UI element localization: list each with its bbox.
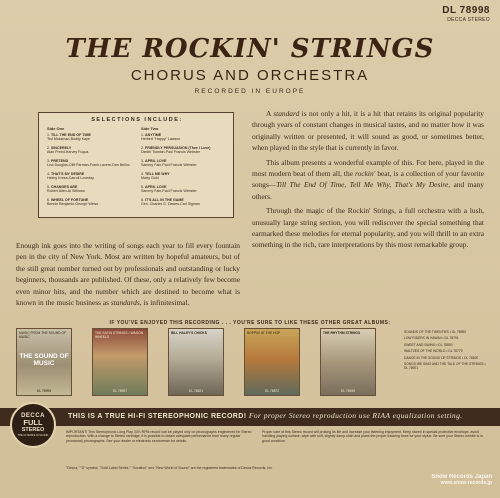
- album-catalog: DL 78907: [112, 389, 128, 393]
- liner-notes-right: [252, 108, 484, 251]
- track-item: 3. APRIL LOVE Sammy Fain-Paul Francis Webster: [141, 158, 197, 168]
- track-title: ANYTIME: [145, 133, 162, 137]
- selections-heading: SELECTIONS INCLUDE:: [91, 117, 183, 123]
- list-item: DANCE IN THE SOUND OF STRINGS • DL 78820: [404, 355, 479, 360]
- side-two-label: Side Two: [141, 126, 159, 131]
- track-title: WHEEL OF FORTUNE: [51, 197, 89, 202]
- track-title: APRIL LOVE: [145, 158, 167, 163]
- track-title: TILL THE END OF TIME: [51, 133, 91, 137]
- track-credit: Ted Mossman-Buddy Kaye: [47, 137, 90, 142]
- track-item: 4. TELL ME WHY Marty Gold: [141, 171, 170, 181]
- track-title: APRIL LOVE: [145, 184, 167, 189]
- other-albums-heading: IF YOU'VE ENJOYED THIS RECORDING . . . YOU'RE SURE TO LIKE THESE OTHER GREAT ALBUMS:: [109, 320, 391, 326]
- more-albums-list: [404, 330, 486, 373]
- track-item: 2. SINCERELY Alan Freed-Harvey Fuqua: [47, 145, 89, 155]
- recorded-note: RECORDED IN EUROPE: [194, 88, 306, 95]
- track-title: THAT'S MY DESIRE: [51, 171, 85, 176]
- selections-box: [38, 112, 234, 218]
- album-thumbnail: [320, 328, 376, 396]
- track-title: CHANGES ARE: [51, 184, 78, 189]
- track-credit: Sammy Fain-Paul Francis Webster: [141, 163, 197, 168]
- catalog-number: DL 78998: [442, 5, 490, 16]
- album-catalog: DL 78821: [188, 389, 204, 393]
- album-caption: MUSIC FROM THE SOUND OF MUSIC: [19, 331, 67, 339]
- track-item: 3. PRETEND Lew Douglas-Cliff Parman-Frank Lavere-Dan Belloc: [47, 158, 130, 168]
- track-credit: Herbert "Happy" Lawson: [141, 137, 181, 142]
- fine-print-right: Proper care of this Stereo record will prolong its life and increase your listening enjoyment. Keep stored in special protective envelope, avoid handling playing surface, wipe with soft, slightly damp cloth and place the proper tracking force for your stylus. Be sure your Stereo needle is in good condition.: [262, 430, 484, 443]
- album-title: THE ROCKIN' STRINGS: [65, 34, 435, 64]
- list-item: SOUNDS OF THE TWENTIES • DL 78890: [404, 330, 467, 334]
- album-caption: THE SATIN STRINGS • WAGON WHEELS: [95, 331, 144, 339]
- album-thumbnail: [16, 328, 72, 396]
- liner-paragraph: Through the magic of the Rockin' Strings, a full orchestra with a lush, unusually large string section, you will rediscover the special something that earmarked these melodies for eternal popularity, and you will thrill to an extra something in the rich, rare interpretations by this most remarkable group.: [252, 206, 484, 250]
- track-item: 2. FRIENDLY PERSUASION (Thee I Love) Dimitri Tiomkin-Paul Francis Webster: [141, 145, 211, 155]
- album-thumbnail: [92, 328, 148, 396]
- decca-full-stereo-badge: DECCA FULL STEREO THE ULTIMATE IN SOUND: [10, 402, 56, 448]
- track-title: IT'S ALL IN THE GAME: [145, 197, 184, 202]
- track-item: 6. WHEEL OF FORTUNE Bennie Benjamin-George Weiss: [47, 197, 99, 206]
- track-item: 6. IT'S ALL IN THE GAME Gen. Charles G. Dawes-Carl Sigman: [141, 197, 200, 206]
- track-credit: Marty Gold: [141, 176, 159, 181]
- track-title: FRIENDLY PERSUASION (Thee I Love): [145, 145, 211, 150]
- album-thumbnail: [244, 328, 300, 396]
- album-big-title: THE SOUND OF MUSIC: [19, 353, 69, 367]
- track-credit: Gen. Charles G. Dawes-Carl Sigman: [141, 201, 200, 206]
- track-title: SINCERELY: [51, 145, 72, 150]
- album-caption: BILL HALEY'S CHICKS: [171, 331, 207, 335]
- fine-print-left: IMPORTANT! This Stereophonic Long Play 33⅓ RPM record can be played only on phonographs engineered for Stereo reproduction. With a change to Stereo cartridge, it is possible to obtain adequate performance from many regular (monaural) phonographs. See your dealer or electronic serviceman for details.: [66, 430, 252, 443]
- list-item: SONGS WE SING AND THE TALE OF THE STRINGS • DL 78921: [404, 361, 486, 371]
- side-one-list: [47, 133, 135, 210]
- liner-notes-left: [16, 240, 240, 308]
- album-catalog: DL 78945: [340, 389, 356, 393]
- album-catalog: DL 78995: [36, 389, 52, 393]
- side-one-label: Side One: [47, 126, 65, 131]
- catalog-subtitle: DECCA STEREO: [447, 17, 490, 23]
- track-credit: Bennie Benjamin-George Weiss: [47, 201, 99, 206]
- track-credit: Lew Douglas-Cliff Parman-Frank Lavere-Dan Belloc: [47, 163, 130, 168]
- watermark: Snow Records Japan www.snow-records.jp: [431, 474, 492, 486]
- album-caption: BOPPIN' AT THE HOP: [247, 331, 281, 335]
- track-title: PRETEND: [51, 158, 69, 163]
- side-two-list: [141, 133, 229, 210]
- track-credit: Sammy Fain-Paul Francis Webster: [141, 189, 197, 194]
- liner-paragraph: A standard is not only a hit, it is a hit that retains its original popularity through years of constant changes in musical tastes, and no matter how it was originally written or presented, it will sound as good, or sometimes better, when played in the style that is currently in favor.: [252, 109, 485, 153]
- track-credit: Helmy Kresa-Carroll Loveday: [47, 176, 94, 181]
- album-subtitle: CHORUS AND ORCHESTRA: [130, 67, 370, 84]
- track-item: 4. THAT'S MY DESIRE Helmy Kresa-Carroll Loveday: [47, 171, 94, 181]
- track-credit: Dimitri Tiomkin-Paul Francis Webster: [141, 150, 201, 155]
- track-title: TELL ME WHY: [145, 171, 170, 176]
- track-item: 1. ANYTIME Herbert "Happy" Lawson: [141, 133, 181, 142]
- album-caption: THE RHYTHM STRINGS: [323, 331, 361, 335]
- stereo-banner-text: THIS IS A TRUE HI-FI STEREOPHONIC RECORD! For proper Stereo reproduction use RIAA equalization setting.: [68, 411, 463, 420]
- track-item: 1. TILL THE END OF TIME Ted Mossman-Buddy Kaye: [47, 133, 91, 142]
- track-credit: Alan Freed-Harvey Fuqua: [47, 150, 89, 155]
- list-item: WALTZES OF THE WORLD • DL 78779: [404, 349, 463, 354]
- list-item: SWEET AND SWING • DL 78890: [404, 342, 453, 347]
- liner-paragraph: Enough ink goes into the writing of songs each year to fill every fountain pen in the city of New York. Most are written by hopeful amateurs, but of the still great number turned out by professionals and outstanding or lucky beginners, thousands are published. Of these, only a relatively few become even minor hits, and the number which are destined to become what is known in the music business as standards, is infinitesimal.: [16, 241, 240, 308]
- track-item: 5. APRIL LOVE Sammy Fain-Paul Francis Webster: [141, 184, 197, 194]
- album-thumbnail: [168, 328, 224, 396]
- liner-paragraph: This album presents a wonderful example of this. For here, played in the most modern beat of them all, the rockin' beat, is a collection of your favorite songs—Till The End Of Time, Tell Me Why, That's My Desire, and many others.: [252, 157, 485, 201]
- list-item: LOW RIDERS IN HAWAII • DL 78791: [404, 336, 459, 341]
- album-catalog: DL 78872: [264, 389, 280, 393]
- trademark-note: "Decca," "D" symbol, "Gold Label Series," "Vocalion" and "New World of Sound" are the registered trademarks of Decca Records, Inc.: [66, 466, 273, 470]
- track-item: 5. CHANGES ARE Robert Allen-Al Stillman: [47, 184, 85, 194]
- track-credit: Robert Allen-Al Stillman: [47, 189, 85, 194]
